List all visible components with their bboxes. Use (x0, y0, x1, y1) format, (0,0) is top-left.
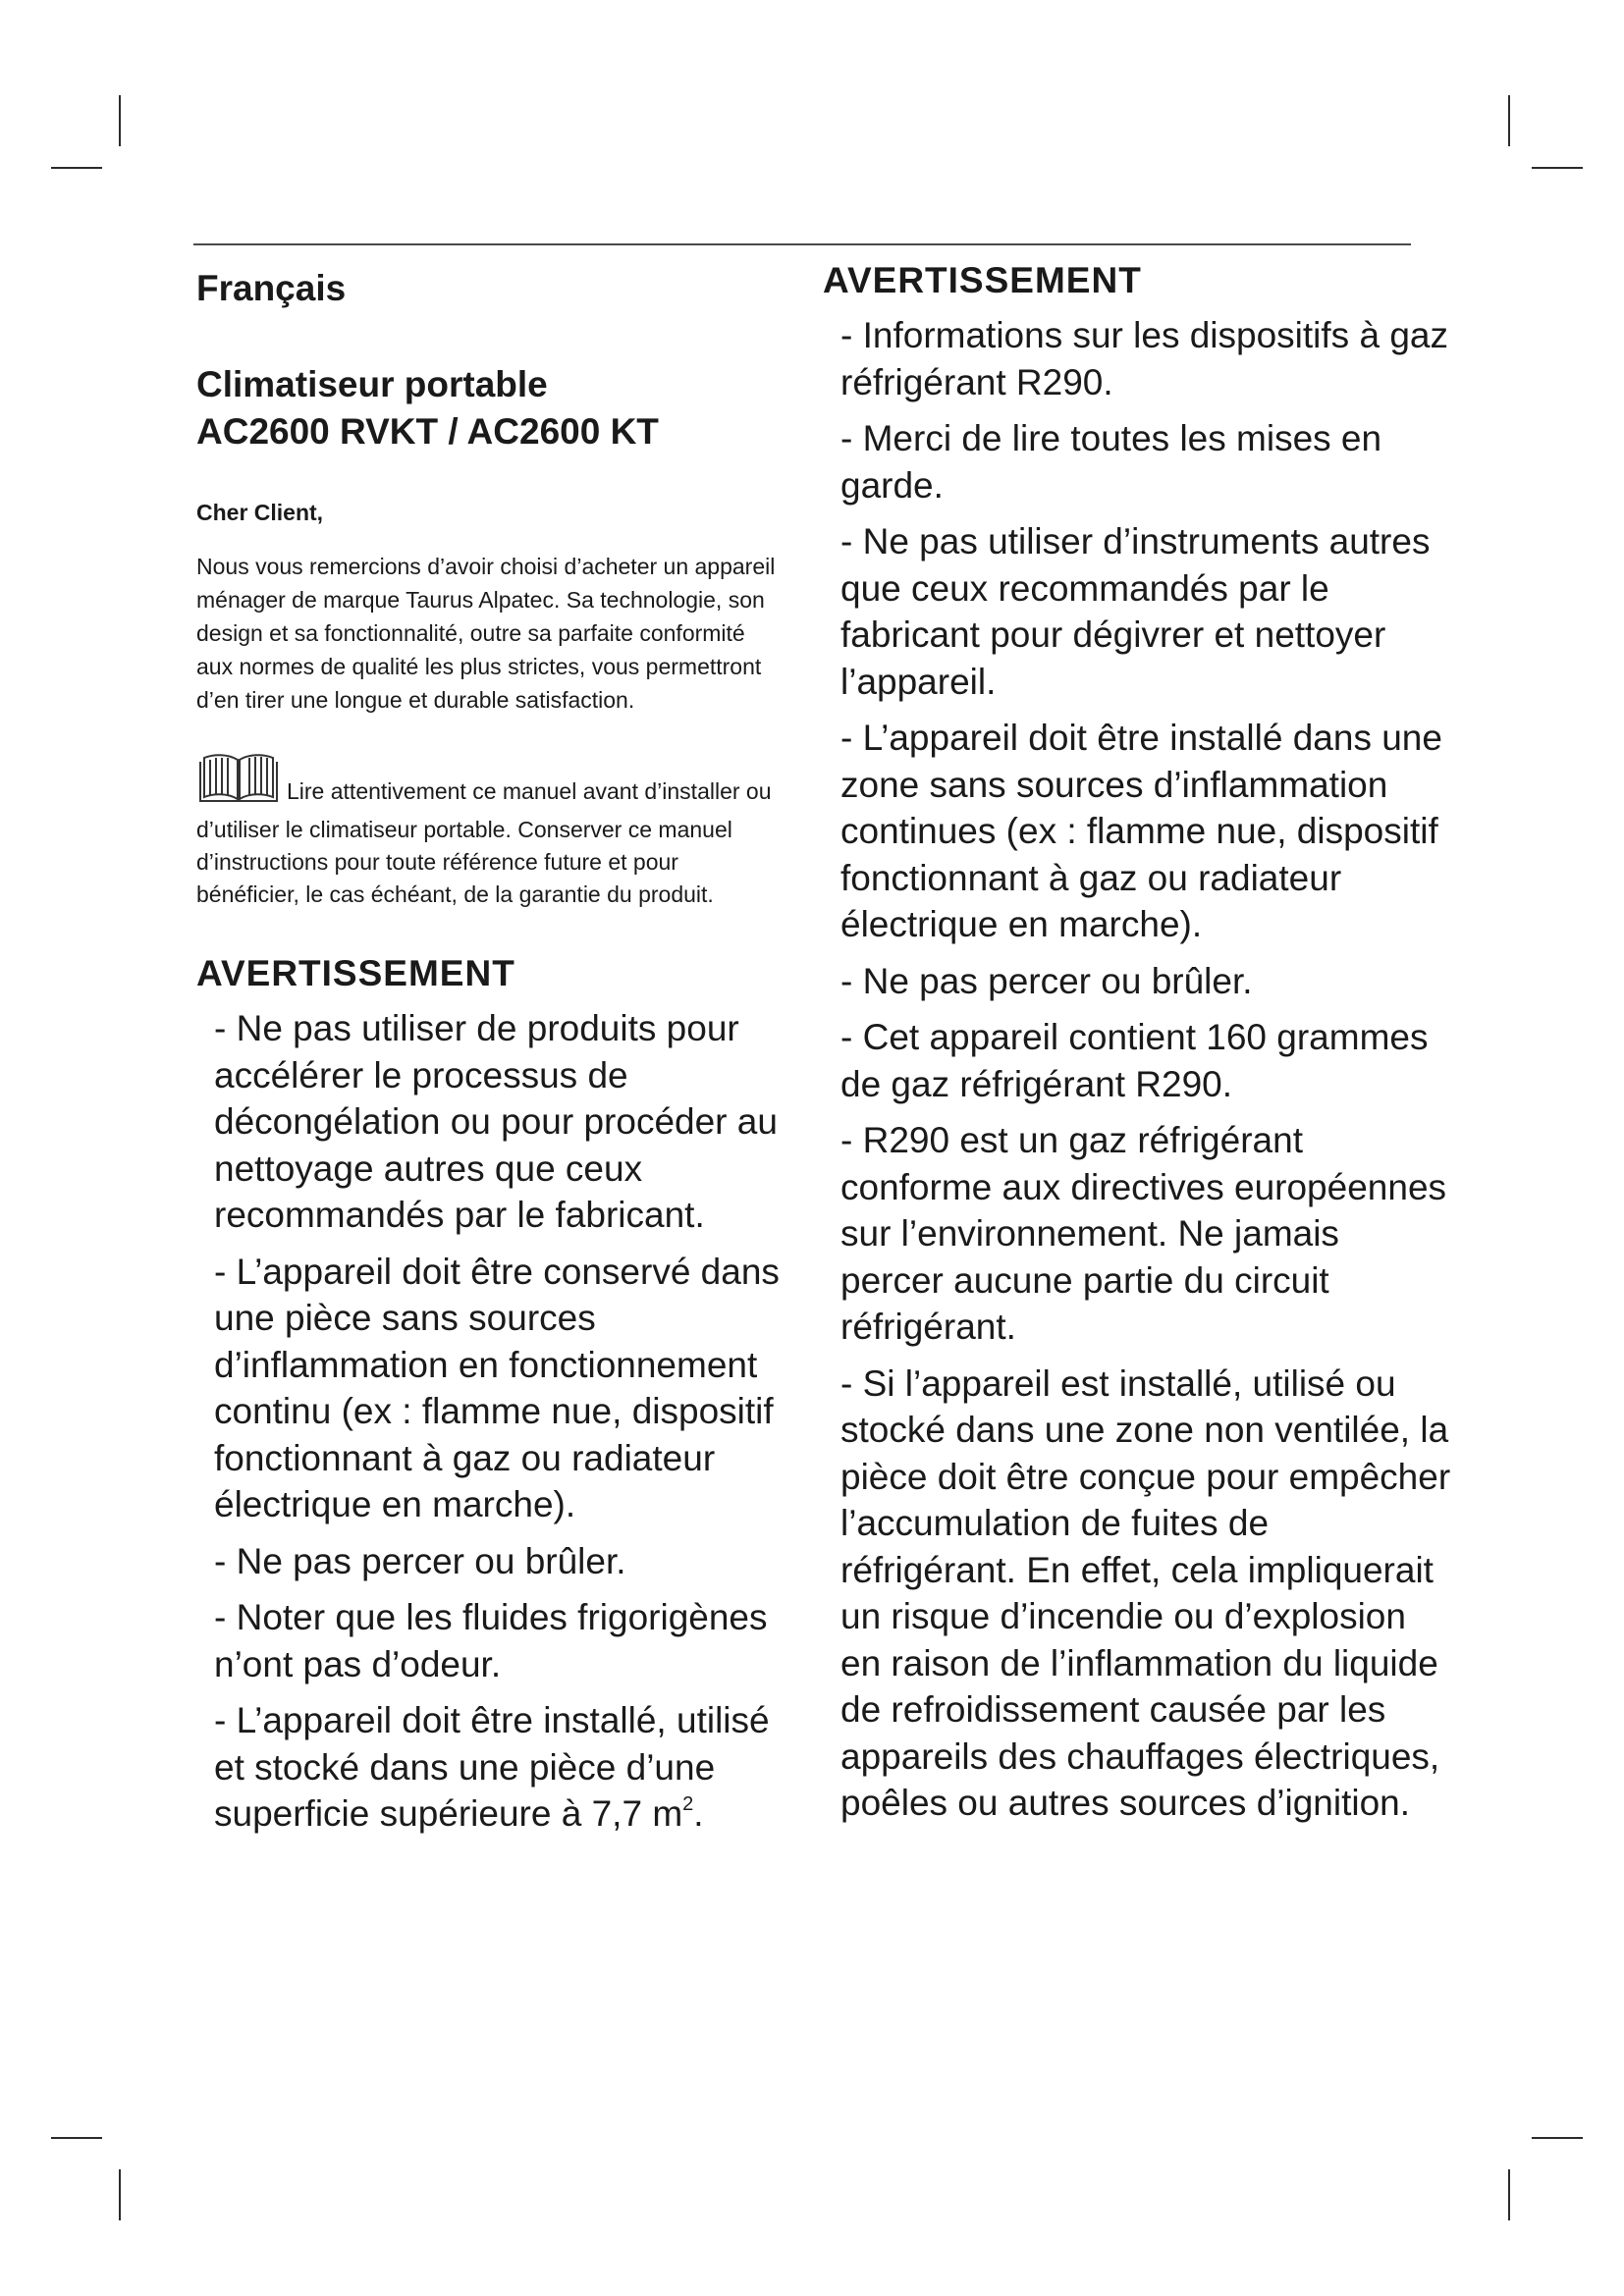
warning-item-text: - L’appareil doit être installé, utilisé et stocké dans une pièce d’une superficie supérieure à 7,7 m (214, 1700, 770, 1834)
product-title-line2: AC2600 RVKT / AC2600 KT (196, 411, 659, 452)
right-column (823, 257, 1451, 1837)
warning-list-right (823, 312, 1451, 1827)
crop-mark-bottom-left-horizontal (51, 2137, 102, 2139)
warning-item: - Ne pas utiliser d’instruments autres que ceux recommandés par le fabricant pour dégivrer et nettoyer l’appareil. (840, 521, 1431, 702)
warning-item: - Si l’appareil est installé, utilisé ou stocké dans une zone non ventilée, la pièce doit être conçue pour empêcher l’accumulation de fuites de réfrigérant. En effet, cela impliquerait un risque d’incendie ou d’explosion en raison de l’inflammation du liquide de refroidissement causée par les appareils des chauffages électriques, poêles ou autres sources d’ignition. (840, 1362, 1451, 1823)
crop-mark-bottom-left-vertical (119, 2169, 121, 2220)
product-title (196, 361, 785, 455)
crop-mark-top-right-horizontal (1532, 167, 1583, 169)
greeting: Cher Client, (196, 500, 324, 525)
warning-item: - Ne pas utiliser de produits pour accélérer le processus de décongélation ou pour procéder au nettoyage autres que ceux recommandés par le fabricant. (214, 1008, 778, 1235)
warning-item-end: . (693, 1793, 704, 1834)
warning-item: - Informations sur les dispositifs à gaz réfrigérant R290. (840, 315, 1448, 402)
warning-item: - Ne pas percer ou brûler. (840, 960, 1253, 1001)
warning-item: - L’appareil doit être conservé dans une pièce sans sources d’inflammation en fonctionnement continu (ex : flamme nue, dispositif fonctionnant à gaz ou radiateur électrique en marche). (214, 1251, 780, 1524)
warning-item (196, 1697, 785, 1838)
manual-note-text: Lire attentivement ce manuel avant d’installer ou d’utiliser le climatiseur portable. Conserver ce manuel d’instructions pour toute référence future et pour bénéficier, le cas échéant, de la garantie du produit. (196, 778, 772, 907)
warning-list-left (196, 1005, 785, 1838)
superscript: 2 (682, 1793, 694, 1815)
language-heading: Français (196, 268, 347, 308)
crop-mark-top-right-vertical (1508, 95, 1510, 146)
intro-paragraph: Nous vous remercions d’avoir choisi d’acheter un appareil ménager de marque Taurus Alpatec. Sa technologie, son design et sa fonctionnalité, outre sa parfaite conformité aux normes de qualité les plus strictes, vous permettront d’en tirer une longue et durable satisfaction. (196, 554, 776, 713)
manual-note (196, 752, 776, 911)
warning-item: - Merci de lire toutes les mises en garde. (840, 418, 1382, 506)
warning-heading-right: AVERTISSEMENT (823, 260, 1142, 300)
warning-item: - Ne pas percer ou brûler. (214, 1540, 626, 1581)
crop-mark-bottom-right-vertical (1508, 2169, 1510, 2220)
open-book-icon (196, 752, 281, 814)
crop-mark-bottom-right-horizontal (1532, 2137, 1583, 2139)
warning-item: - L’appareil doit être installé dans une zone sans sources d’inflammation continues (ex : flamme nue, dispositif fonctionnant à gaz ou radiateur électrique en marche). (840, 718, 1442, 944)
product-title-line1: Climatiseur portable (196, 364, 548, 404)
crop-mark-top-left-horizontal (51, 167, 102, 169)
left-column (196, 257, 785, 1847)
warning-item: - R290 est un gaz réfrigérant conforme aux directives européennes sur l’environnement. Ne jamais percer aucune partie du circuit réfrigérant. (840, 1120, 1447, 1347)
header-rule (193, 243, 1411, 245)
warning-item: - Noter que les fluides frigorigènes n’ont pas d’odeur. (214, 1597, 768, 1684)
warning-item: - Cet appareil contient 160 grammes de gaz réfrigérant R290. (840, 1017, 1429, 1104)
crop-mark-top-left-vertical (119, 95, 121, 146)
warning-heading-left: AVERTISSEMENT (196, 953, 515, 993)
